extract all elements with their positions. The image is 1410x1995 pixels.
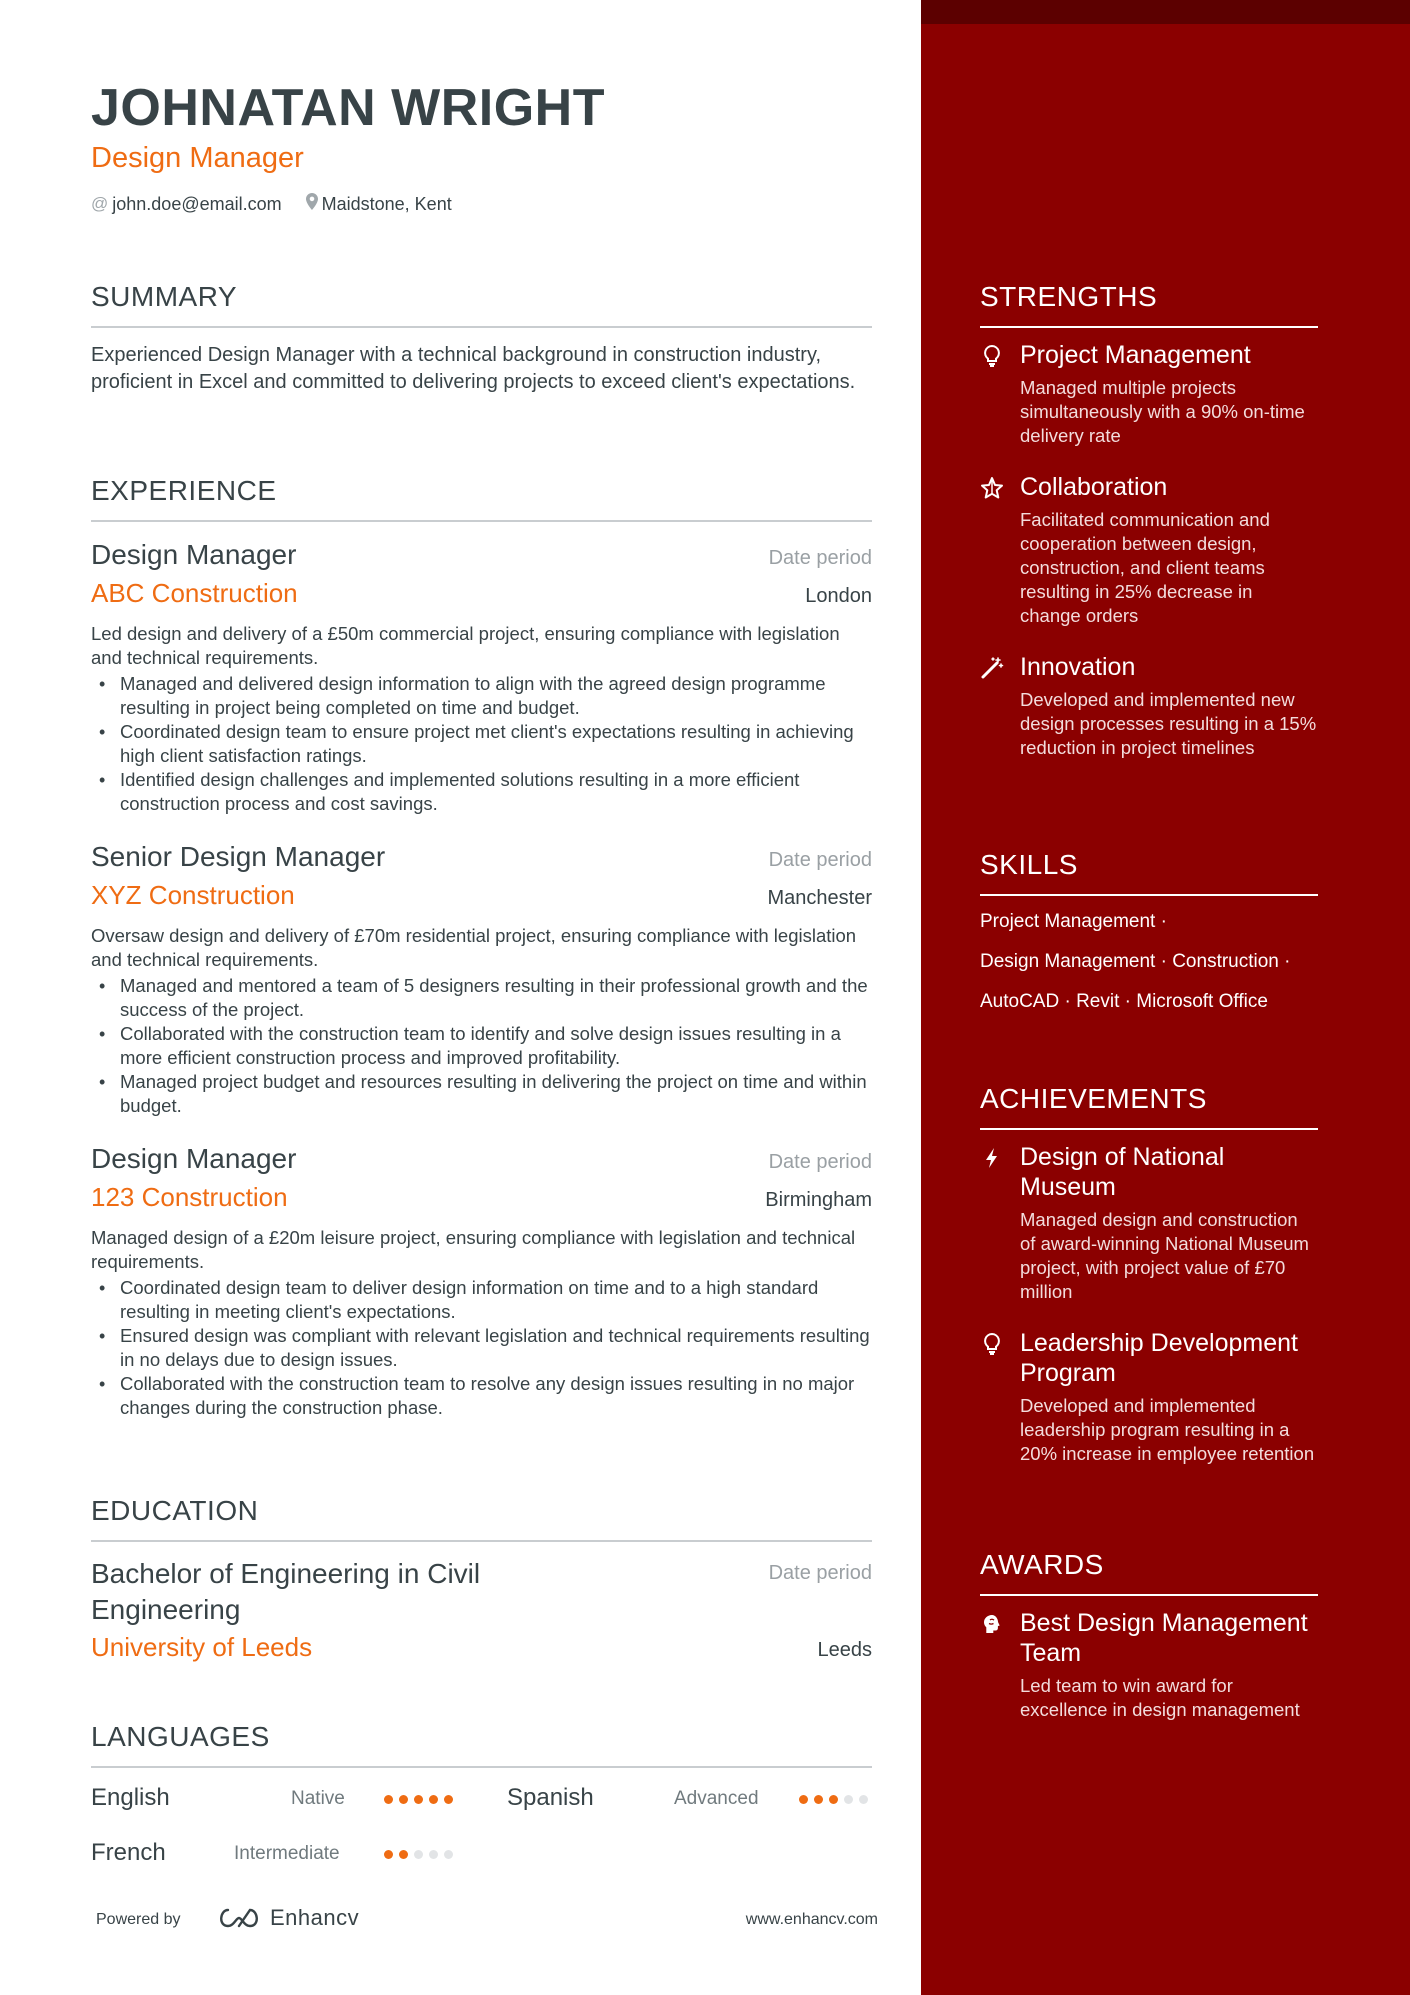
lightbulb-icon — [980, 344, 1004, 368]
job-company: ABC Construction — [91, 578, 298, 608]
job-bullet: • Managed and mentored a team of 5 designers resulting in their professional growth and the success of the project. — [91, 974, 872, 1022]
language-rating — [384, 1850, 453, 1859]
brain-icon — [980, 1612, 1004, 1636]
language-level: Intermediate — [234, 1843, 340, 1864]
job-bullet: • Collaborated with the construction team to identify and solve design issues resulting in a more efficient construction process and improved profitability. — [91, 1022, 872, 1070]
language-name: Spanish — [507, 1784, 594, 1811]
achievement-item — [980, 1328, 1318, 1466]
job-bullet: • Managed and delivered design information to align with the agreed design programme resulting in project being completed on time and budget. — [91, 672, 872, 720]
skills-heading: SKILLS — [980, 848, 1318, 896]
rating-dot-filled — [444, 1795, 453, 1804]
summary-section — [91, 280, 872, 396]
star-icon — [980, 476, 1004, 500]
achievement-title: Design of National Museum — [1020, 1143, 1225, 1201]
rating-dot-filled — [399, 1795, 408, 1804]
language-level: Native — [291, 1788, 345, 1809]
summary-heading: SUMMARY — [91, 280, 872, 328]
job-entry — [91, 536, 872, 816]
education-degree: Bachelor of Engineering in Civil Engineering — [91, 1558, 481, 1625]
job-role: Senior Design Manager — [91, 841, 386, 872]
bolt-icon — [980, 1146, 1004, 1170]
rating-dot-filled — [399, 1850, 408, 1859]
strength-item — [980, 652, 1318, 760]
strength-title: Innovation — [1020, 653, 1136, 681]
rating-dot-filled — [829, 1795, 838, 1804]
education-entry — [91, 1556, 872, 1666]
location-pin-icon — [306, 193, 318, 215]
job-company: XYZ Construction — [91, 880, 295, 910]
job-bullet: • Ensured design was compliant with relevant legislation and technical requirements resulting in no delays due to design issues. — [91, 1324, 872, 1372]
achievement-item — [980, 1142, 1318, 1304]
rating-dot-empty — [444, 1850, 453, 1859]
job-date: Date period — [768, 1151, 872, 1173]
languages-heading: LANGUAGES — [91, 1720, 872, 1768]
language-name: English — [91, 1784, 170, 1811]
magic-wand-icon — [980, 656, 1004, 680]
job-location: Manchester — [767, 887, 872, 909]
powered-by-label: Powered by — [96, 1911, 181, 1928]
job-bullet: • Coordinated design team to deliver design information on time and to a high standard resulting in meeting client's expectations. — [91, 1276, 872, 1324]
education-school: University of Leeds — [91, 1632, 313, 1662]
sidebar-top-bar — [921, 0, 1410, 24]
skills-line: Design Management · Construction · — [980, 951, 1291, 972]
job-date: Date period — [768, 547, 872, 569]
job-bullet: • Collaborated with the construction team to resolve any design issues resulting in no major changes during the construction phase. — [91, 1372, 872, 1420]
lightbulb-icon — [980, 1332, 1004, 1356]
at-icon: @ — [91, 194, 109, 213]
strength-title: Project Management — [1020, 341, 1251, 369]
location-contact — [306, 193, 452, 215]
award-desc: Led team to win award for excellence in design management — [1020, 1675, 1300, 1720]
job-bullets — [91, 1276, 872, 1420]
job-bullet: • Managed project budget and resources resulting in delivering the project on time and within budget. — [91, 1070, 872, 1118]
rating-dot-empty — [429, 1850, 438, 1859]
summary-text: Experienced Design Manager with a technical background in construction industry, proficient in Excel and committed to delivering projects to exceed client's expectations. — [91, 344, 856, 393]
achievements-section — [980, 1082, 1318, 1466]
job-location: London — [805, 585, 872, 607]
skills-line: AutoCAD · Revit · Microsoft Office — [980, 991, 1268, 1012]
strengths-section — [980, 280, 1318, 760]
job-location: Birmingham — [765, 1189, 872, 1211]
strength-desc: Developed and implemented new design processes resulting in a 15% reduction in project timelines — [1020, 689, 1317, 758]
rating-dot-empty — [859, 1795, 868, 1804]
rating-dot-filled — [414, 1795, 423, 1804]
enhancv-logo-icon — [216, 1906, 262, 1930]
language-level: Advanced — [674, 1788, 759, 1809]
achievement-title: Leadership Development Program — [1020, 1329, 1298, 1387]
achievements-heading: ACHIEVEMENTS — [980, 1082, 1318, 1130]
language-rating — [384, 1795, 453, 1804]
achievement-desc: Developed and implemented leadership program resulting in a 20% increase in employee retention — [1020, 1395, 1315, 1464]
enhancv-logo[interactable] — [216, 1905, 359, 1931]
education-date: Date period — [768, 1562, 872, 1584]
job-bullet: • Identified design challenges and implemented solutions resulting in a more efficient construction process and cost savings. — [91, 768, 872, 816]
awards-section — [980, 1548, 1318, 1722]
job-bullets — [91, 672, 872, 816]
rating-dot-filled — [799, 1795, 808, 1804]
language-name: French — [91, 1839, 166, 1866]
job-description: Led design and delivery of a £50m commercial project, ensuring compliance with legislation and technical requirements. — [91, 623, 840, 668]
enhancv-logo-text: Enhancv — [270, 1905, 360, 1930]
strength-item — [980, 472, 1318, 628]
candidate-title: Design Manager — [91, 142, 304, 174]
rating-dot-empty — [844, 1795, 853, 1804]
job-description: Managed design of a £20m leisure project, ensuring compliance with legislation and technical requirements. — [91, 1227, 856, 1272]
rating-dot-filled — [429, 1795, 438, 1804]
candidate-name: JOHNATAN WRIGHT — [91, 79, 605, 137]
education-section — [91, 1494, 872, 1666]
languages-section — [91, 1720, 872, 1882]
awards-heading: AWARDS — [980, 1548, 1318, 1596]
job-role: Design Manager — [91, 1143, 297, 1174]
job-company: 123 Construction — [91, 1182, 288, 1212]
job-description: Oversaw design and delivery of £70m residential project, ensuring compliance with legislation and technical requirements. — [91, 925, 857, 970]
email-text: john.doe@email.com — [112, 193, 282, 214]
award-item — [980, 1608, 1318, 1722]
rating-dot-empty — [414, 1850, 423, 1859]
strength-title: Collaboration — [1020, 473, 1168, 501]
experience-heading: EXPERIENCE — [91, 474, 872, 522]
rating-dot-filled — [814, 1795, 823, 1804]
job-bullet: • Coordinated design team to ensure project met client's expectations resulting in achieving high client satisfaction ratings. — [91, 720, 872, 768]
strengths-heading: STRENGTHS — [980, 280, 1318, 328]
skills-line: Project Management · — [980, 911, 1167, 932]
email-contact[interactable] — [91, 194, 282, 215]
experience-section — [91, 474, 872, 1420]
achievement-desc: Managed design and construction of award-winning National Museum project, with project value of £70 million — [1020, 1209, 1309, 1302]
award-title: Best Design Management Team — [1020, 1609, 1308, 1667]
skills-section — [980, 848, 1318, 1014]
languages-list — [91, 1772, 872, 1882]
job-entry — [91, 1140, 872, 1420]
contact-info — [91, 193, 452, 215]
strength-item — [980, 340, 1318, 448]
rating-dot-filled — [384, 1850, 393, 1859]
job-role: Design Manager — [91, 539, 297, 570]
location-text: Maidstone, Kent — [321, 193, 452, 214]
strength-desc: Facilitated communication and cooperation between design, construction, and client teams resulting in 25% decrease in change orders — [1020, 509, 1270, 626]
strength-desc: Managed multiple projects simultaneously with a 90% on-time delivery rate — [1020, 377, 1305, 446]
rating-dot-filled — [384, 1795, 393, 1804]
job-bullets — [91, 974, 872, 1118]
job-entry — [91, 838, 872, 1118]
enhancv-site-link[interactable]: www.enhancv.com — [745, 1911, 878, 1928]
job-date: Date period — [768, 849, 872, 871]
education-location: Leeds — [817, 1639, 872, 1661]
language-rating — [799, 1795, 868, 1804]
footer — [96, 1905, 878, 1935]
education-heading: EDUCATION — [91, 1494, 872, 1542]
